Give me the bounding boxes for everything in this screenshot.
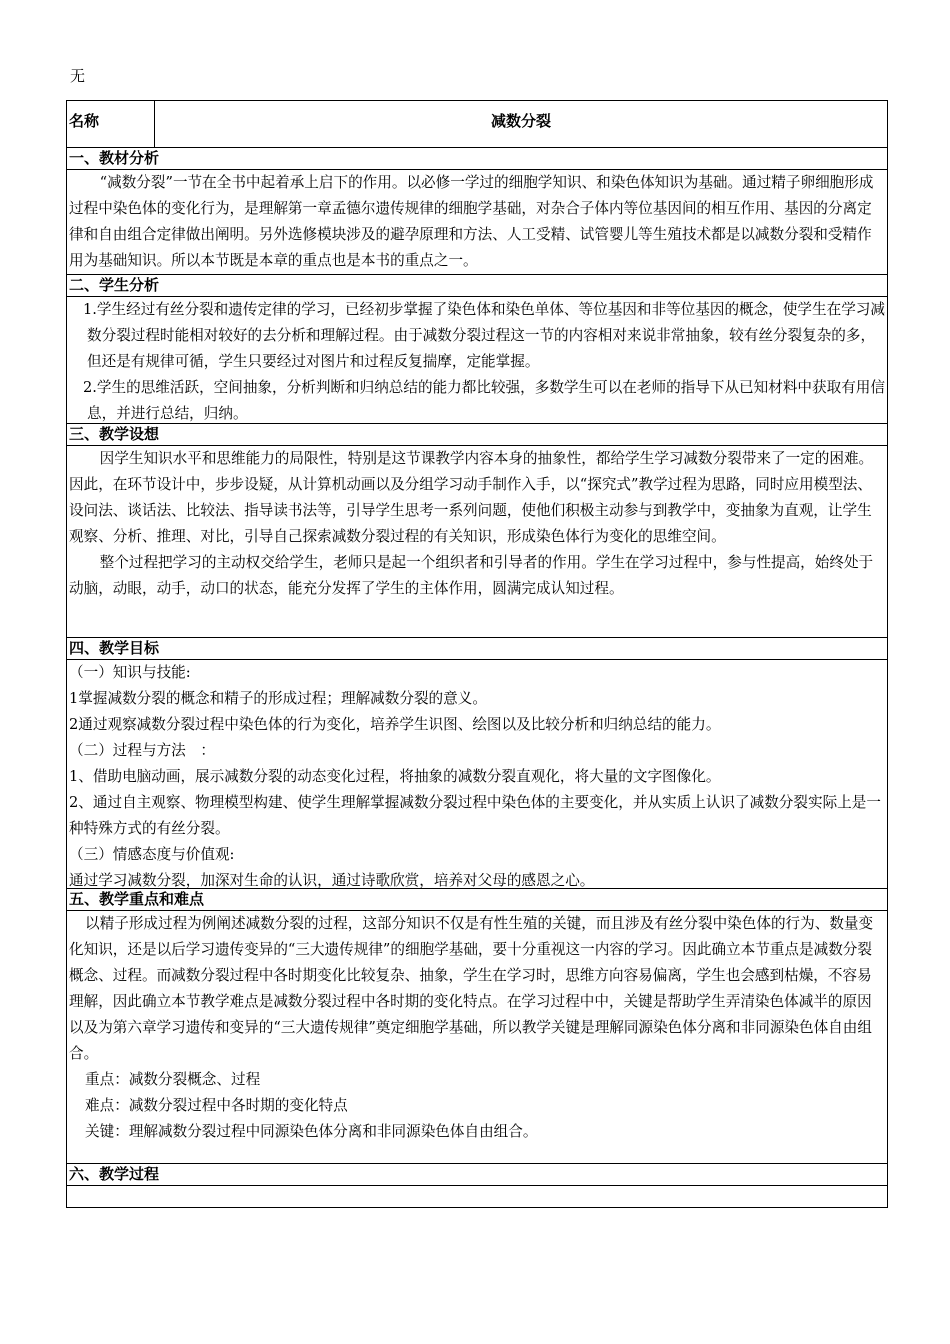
top-note: 无 [70, 67, 86, 85]
section-heading: 一、教材分析 [67, 148, 887, 170]
list-item: 通过学习减数分裂，加深对生命的认识，通过诗歌欣赏，培养对父母的感恩之心。 [69, 872, 595, 889]
list-item: 2通过观察减数分裂过程中染色体的行为变化，培养学生识图、绘图以及比较分析和归纳总结的能力。 [69, 716, 721, 733]
paragraph: 因学生知识水平和思维能力的局限性，特别是这节课教学内容本身的抽象性，都给学生学习减数分裂带来了一定的困难。因此，在环节设计中，步步设疑，从计算机动画以及分组学习动手制作入手，以“探究式”教学过程为思路，同时应用模型法、设问法、谈话法、比较法、指导读书法等，引导学生思考一系列问题，使他们积极主动参与到教学中，变抽象为直观，让学生观察、分析、推理、对比，引导自己探索减数分裂过程的有关知识，形成染色体行为变化的思维空间。 [69, 450, 874, 545]
section-body [67, 1186, 887, 1207]
paragraph: “减数分裂”一节在全书中起着承上启下的作用。以必修一学过的细胞学知识、和染色体知识为基础。通过精子卵细胞形成过程中染色体的变化行为，是理解第一章孟德尔遗传规律的细胞学基础，对杂合子体内等位基因间的相互作用、基因的分离定律和自由组合定律做出阐明。另外选修模块涉及的避孕原理和方法、人工受精、试管婴儿等生殖技术都是以减数分裂和受精作用为基础知识。所以本节既是本章的重点也是本书的重点之一。 [69, 174, 874, 269]
section-heading: 四、教学目标 [67, 638, 887, 660]
section-heading: 五、教学重点和难点 [67, 889, 887, 911]
list-item: （三）情感态度与价值观: [69, 846, 235, 863]
paragraph: 2.学生的思维活跃，空间抽象，分析判断和归纳总结的能力都比较强，多数学生可以在老师的指导下从已知材料中获取有用信息，并进行总结，归纳。 [83, 379, 885, 422]
title-row [67, 101, 887, 148]
list-item: （二）过程与方法 ： [69, 742, 215, 759]
section-teaching-design [67, 424, 887, 638]
section-key-difficult-points [67, 889, 887, 1164]
list-item: （一）知识与技能: [69, 664, 191, 681]
lesson-plan-table [66, 100, 888, 1208]
section-body [67, 297, 887, 424]
list-item: 2、通过自主观察、物理模型构建、使学生理解掌握减数分裂过程中染色体的主要变化，并从实质上认识了减数分裂实际上是一种特殊方式的有丝分裂。 [69, 794, 881, 837]
section-teaching-process [67, 1164, 887, 1207]
list-item: 重点：减数分裂概念、过程 [85, 1071, 261, 1088]
paragraph: 1.学生经过有丝分裂和遗传定律的学习，已经初步掌握了染色体和染色单体、等位基因和非等位基因的概念，使学生在学习减数分裂过程时能相对较好的去分析和理解过程。由于减数分裂过程这一节的内容相对来说非常抽象，较有丝分裂复杂的多，但还是有规律可循，学生只要经过对图片和过程反复揣摩，定能掌握。 [83, 301, 885, 370]
list-item: 难点：减数分裂过程中各时期的变化特点 [85, 1097, 348, 1114]
section-student-analysis [67, 275, 887, 424]
section-body [67, 446, 887, 638]
name-label: 名称 [67, 101, 155, 147]
paragraph: 以精子形成过程为例阐述减数分裂的过程，这部分知识不仅是有性生殖的关键，而且涉及有丝分裂中染色体的行为、数量变化知识，还是以后学习遗传变异的“三大遗传规律”的细胞学基础，要十分重视这一内容的学习。因此确立本节重点是减数分裂概念、过程。而减数分裂过程中各时期变化比较复杂、抽象，学生在学习时，思维方向容易偏离，学生也会感到枯燥，不容易理解，因此确立本节教学难点是减数分裂过程中各时期的变化特点。在学习过程中中，关键是帮助学生弄清染色体减半的原因以及为第六章学习遗传和变异的“三大遗传规律”奠定细胞学基础，所以教学关键是理解同源染色体分离和非同源染色体自由组合。 [69, 915, 874, 1062]
section-heading: 二、学生分析 [67, 275, 887, 297]
list-item: 关键：理解减数分裂过程中同源染色体分离和非同源染色体自由组合。 [85, 1123, 538, 1140]
section-body [67, 170, 887, 275]
section-textbook-analysis [67, 148, 887, 275]
paragraph: 整个过程把学习的主动权交给学生，老师只是起一个组织者和引导者的作用。学生在学习过程中，参与性提高，始终处于动脑，动眼，动手，动口的状态，能充分发挥了学生的主体作用，圆满完成认知过程。 [69, 554, 874, 597]
lesson-title: 减数分裂 [490, 112, 551, 130]
section-heading: 六、教学过程 [67, 1164, 887, 1186]
section-body [67, 911, 887, 1164]
section-body [67, 660, 887, 889]
list-item: 1掌握减数分裂的概念和精子的形成过程；理解减数分裂的意义。 [69, 690, 487, 707]
section-heading: 三、教学设想 [67, 424, 887, 446]
section-teaching-objectives [67, 638, 887, 889]
list-item: 1、借助电脑动画，展示减数分裂的动态变化过程，将抽象的减数分裂直观化，将大量的文字图像化。 [69, 768, 721, 785]
